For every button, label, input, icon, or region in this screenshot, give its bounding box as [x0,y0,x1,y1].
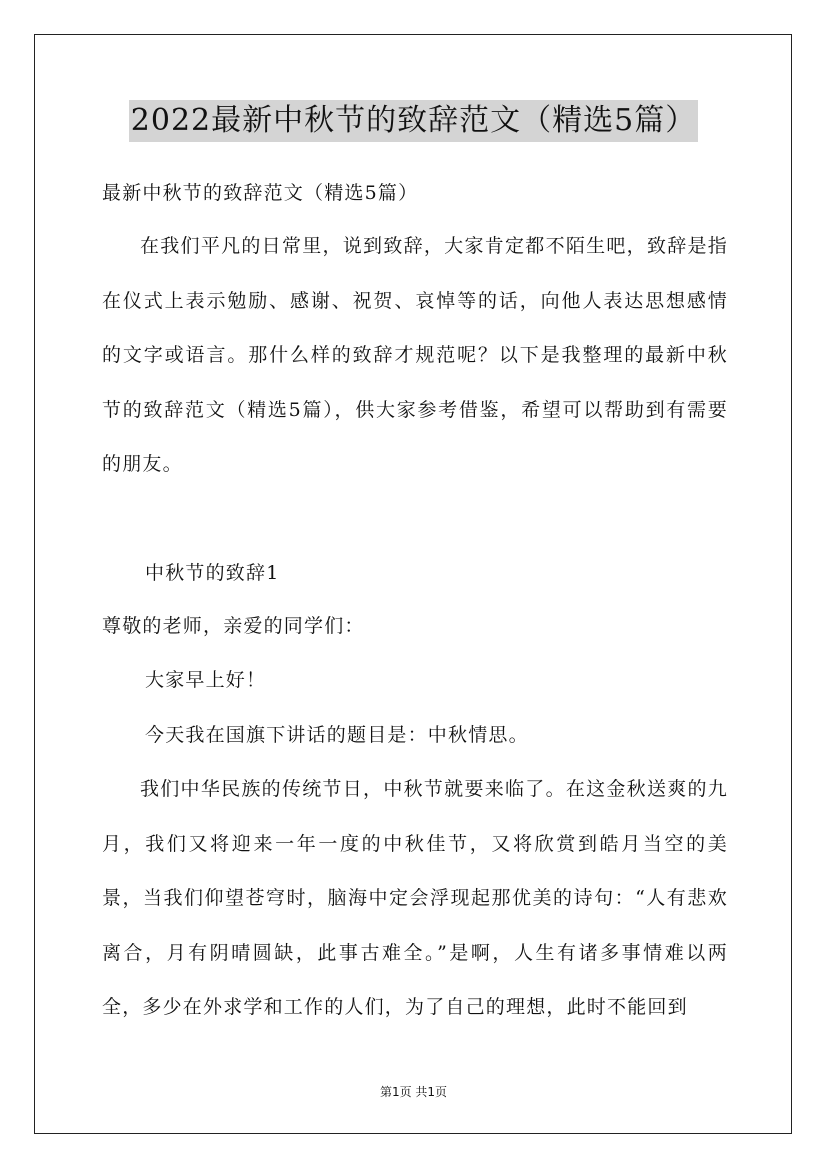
salutation: 尊敬的老师，亲爱的同学们： [102,615,365,637]
greeting: 大家早上好！ [145,669,267,691]
title-container [0,100,827,142]
section-heading: 中秋节的致辞1 [145,562,280,584]
page-footer: 第1页 共1页 [379,1085,448,1099]
intro-paragraph: 在我们平凡的日常里，说到致辞，大家肯定都不陌生吧，致辞是指在仪式上表示勉励、感谢、祝贺、哀悼等的话，向他人表达思想感情的文字或语言。那什么样的致辞才规范呢？以下是我整理的最新中秋节的致辞范文（精选5篇），供大家参考借鉴，希望可以帮助到有需要的朋友。 [102,235,728,475]
document-subtitle: 最新中秋节的致辞范文（精选5篇） [102,182,419,204]
intro-block [102,219,728,492]
body-block [102,762,728,1035]
body-paragraph: 我们中华民族的传统节日，中秋节就要来临了。在这金秋送爽的九月，我们又将迎来一年一度的中秋佳节，又将欣赏到皓月当空的美景，当我们仰望苍穹时，脑海中定会浮现起那优美的诗句：“人有悲欢离合，月有阴晴圆缺，此事古难全。”是啊，人生有诸多事情难以两全，多少在外求学和工作的人们，为了自己的理想，此时不能回到 [102,778,728,1018]
topic-line: 今天我在国旗下讲话的题目是：中秋情思。 [145,724,529,746]
document-title: 2022最新中秋节的致辞范文（精选5篇） [129,100,698,142]
